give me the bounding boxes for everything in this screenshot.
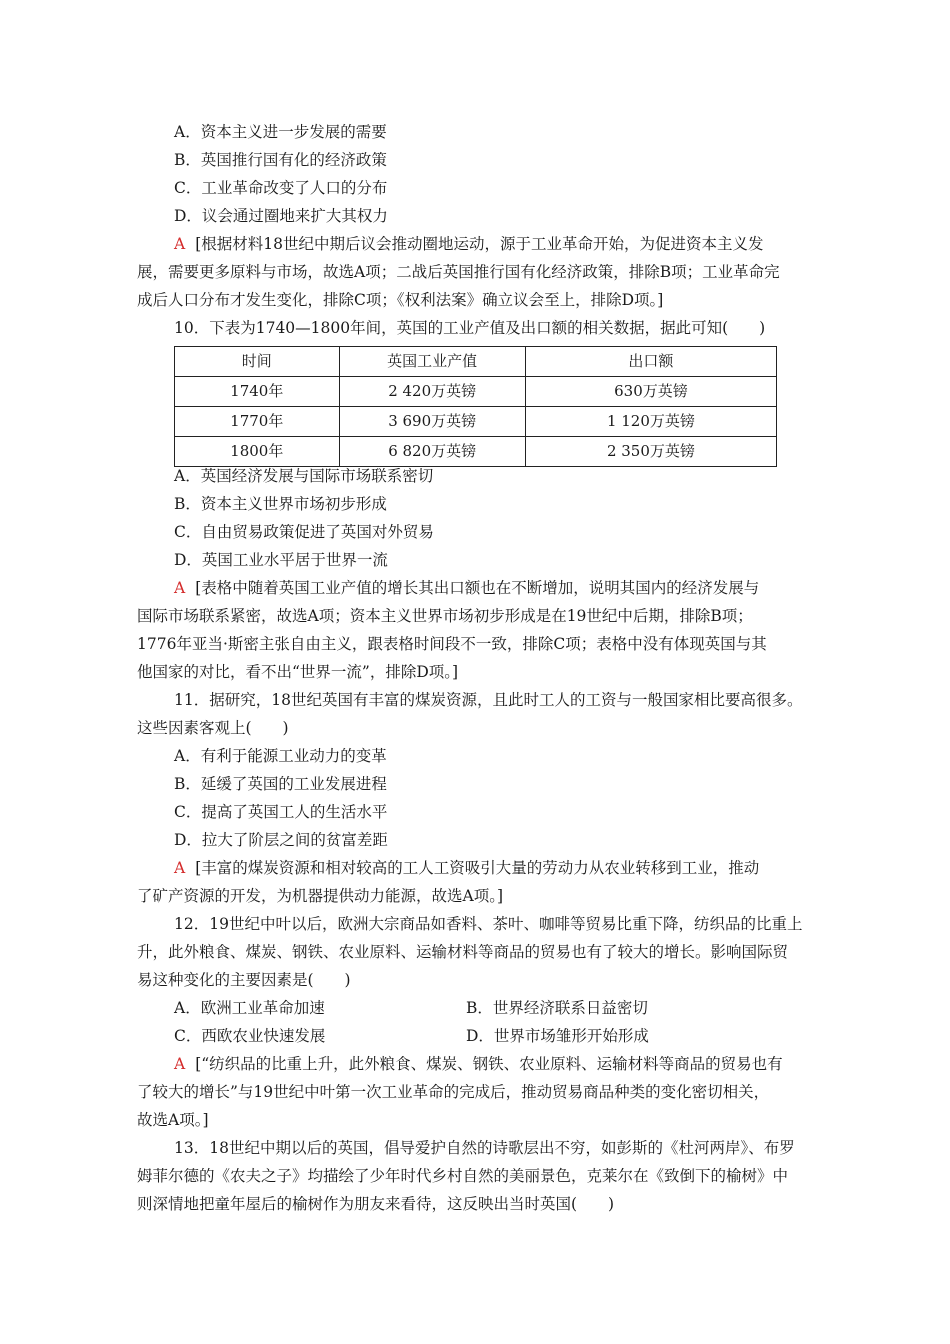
q10-option-b: B．资本主义世界市场初步形成 — [174, 495, 387, 513]
q11-stem-line-1: 11．据研究，18世纪英国有丰富的煤炭资源，且此时工人的工资与一般国家相比要高很多。 — [174, 691, 803, 709]
q9-answer-line-3: 成后人口分布才发生变化，排除C项；《权利法案》确立议会至上，排除D项。] — [137, 291, 664, 309]
q10-option-c: C．自由贸易政策促进了英国对外贸易 — [174, 523, 434, 541]
q11-stem-line-2: 这些因素客观上( ) — [137, 719, 289, 737]
q9-option-b: B．英国推行国有化的经济政策 — [174, 151, 387, 169]
q10-data-table — [174, 346, 777, 467]
table-cell: 2 350万英镑 — [525, 437, 776, 467]
q13-stem-line-2: 姆菲尔德的《农夫之子》均描绘了少年时代乡村自然的美丽景色，克莱尔在《致倒下的榆树》中 — [137, 1167, 789, 1185]
table-cell: 2 420万英镑 — [339, 377, 525, 407]
table-header-row — [175, 347, 777, 377]
q9-option-d: D．议会通过圈地来扩大其权力 — [174, 207, 388, 225]
q11-option-a: A．有利于能源工业动力的变革 — [174, 747, 387, 765]
q9-option-a: A．资本主义进一步发展的需要 — [174, 123, 387, 141]
table-header-cell: 时间 — [175, 347, 340, 377]
q10-answer-line-1: A [表格中随着英国工业产值的增长其出口额也在不断增加，说明其国内的经济发展与 — [174, 579, 760, 597]
q10-option-d: D．英国工业水平居于世界一流 — [174, 551, 388, 569]
q13-stem-line-1: 13．18世纪中期以后的英国，倡导爱护自然的诗歌层出不穷，如彭斯的《杜河两岸》、布罗 — [174, 1139, 795, 1157]
q12-answer-letter: A — [174, 1055, 186, 1073]
q12-answer-line-1: A [“纺织品的比重上升，此外粮食、煤炭、钢铁、农业原料、运输材料等商品的贸易也有 — [174, 1055, 783, 1073]
q12-answer-line-3: 故选A项。] — [137, 1111, 209, 1129]
table-header-cell: 英国工业产值 — [339, 347, 525, 377]
table-cell: 3 690万英镑 — [339, 407, 525, 437]
q12-option-c: C．西欧农业快速发展 — [174, 1027, 326, 1045]
q10-option-a: A．英国经济发展与国际市场联系密切 — [174, 467, 434, 485]
q9-answer-letter: A — [174, 235, 186, 253]
q9-answer-line-1: A [根据材料18世纪中期后议会推动圈地运动，源于工业革命开始，为促进资本主义发 — [174, 235, 764, 253]
table-header-cell: 出口额 — [525, 347, 776, 377]
q11-option-b: B．延缓了英国的工业发展进程 — [174, 775, 387, 793]
q11-option-c: C．提高了英国工人的生活水平 — [174, 803, 388, 821]
q10-answer-letter: A — [174, 579, 186, 597]
q12-option-b: B．世界经济联系日益密切 — [466, 999, 648, 1017]
q9-answer-line-2: 展，需要更多原料与市场，故选A项；二战后英国推行国有化经济政策，排除B项；工业革命完 — [137, 263, 780, 281]
q10-answer-line-2: 国际市场联系紧密，故选A项；资本主义世界市场初步形成是在19世纪中后期，排除B项； — [137, 607, 753, 625]
table-row — [175, 437, 777, 467]
table-cell: 630万英镑 — [525, 377, 776, 407]
q12-option-d: D．世界市场雏形开始形成 — [466, 1027, 649, 1045]
q11-option-d: D．拉大了阶层之间的贫富差距 — [174, 831, 388, 849]
q10-answer-line-3: 1776年亚当·斯密主张自由主义，跟表格时间段不一致，排除C项；表格中没有体现英国与其 — [137, 635, 767, 653]
q10-answer-line-4: 他国家的对比，看不出“世界一流”，排除D项。] — [137, 663, 459, 681]
table-cell: 1800年 — [175, 437, 340, 467]
table-cell: 6 820万英镑 — [339, 437, 525, 467]
q13-stem-line-3: 则深情地把童年屋后的榆树作为朋友来看待，这反映出当时英国( ) — [137, 1195, 615, 1213]
table-cell: 1740年 — [175, 377, 340, 407]
q12-stem-line-1: 12．19世纪中叶以后，欧洲大宗商品如香料、茶叶、咖啡等贸易比重下降，纺织品的比重上 — [174, 915, 803, 933]
table-row — [175, 377, 777, 407]
table-cell: 1 120万英镑 — [525, 407, 776, 437]
table-row — [175, 407, 777, 437]
q12-answer-line-2: 了较大的增长”与19世纪中叶第一次工业革命的完成后，推动贸易商品种类的变化密切相关， — [137, 1083, 770, 1101]
q12-stem-line-2: 升，此外粮食、煤炭、钢铁、农业原料、运输材料等商品的贸易也有了较大的增长。影响国际贸 — [137, 943, 789, 961]
q11-answer-line-1: A [丰富的煤炭资源和相对较高的工人工资吸引大量的劳动力从农业转移到工业，推动 — [174, 859, 760, 877]
q11-answer-letter: A — [174, 859, 186, 877]
table-cell: 1770年 — [175, 407, 340, 437]
q12-option-a: A．欧洲工业革命加速 — [174, 999, 325, 1017]
q9-option-c: C．工业革命改变了人口的分布 — [174, 179, 388, 197]
q11-answer-line-2: 了矿产资源的开发，为机器提供动力能源，故选A项。] — [137, 887, 503, 905]
q12-stem-line-3: 易这种变化的主要因素是( ) — [137, 971, 351, 989]
q10-stem: 10．下表为1740—1800年间，英国的工业产值及出口额的相关数据，据此可知( ) — [174, 319, 766, 337]
